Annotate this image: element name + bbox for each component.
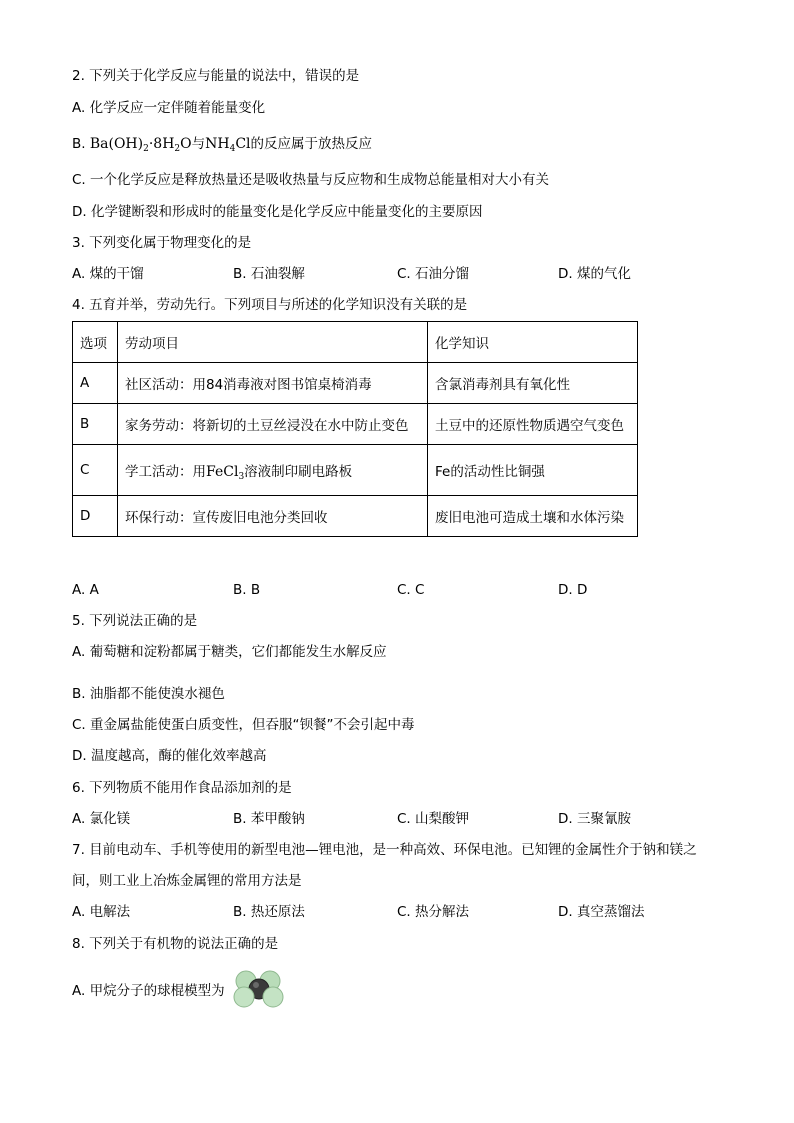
table-row [73, 363, 638, 404]
table-cell-labor: 环保行动：宣传废旧电池分类回收 [118, 496, 428, 537]
q6-option-c: C. 山梨酸钾 [397, 811, 470, 827]
q7-stem-line1: 7. 目前电动车、手机等使用的新型电池—锂电池，是一种高效、环保电池。已知锂的金属性介于钠和镁之 [72, 842, 697, 858]
formula-barium-hydroxide: $Ba(OH)_2\cdot 8H_2O$ [89, 136, 192, 154]
table-cell-labor: 家务劳动：将新切的土豆丝浸没在水中防止变色 [118, 404, 428, 445]
q5-option-c: C. 重金属盐能使蛋白质变性，但吞服“钡餐”不会引起中毒 [72, 717, 415, 733]
q5-option-b: B. 油脂都不能使溴水褪色 [72, 686, 225, 702]
table-header-chem-knowledge: 化学知识 [428, 322, 638, 363]
q8-option-a: A. 甲烷分子的球棍模型为 [72, 983, 225, 999]
table-cell-option: A [73, 363, 118, 404]
q8-stem: 8. 下列关于有机物的说法正确的是 [72, 936, 279, 952]
table-cell-option: D [73, 496, 118, 537]
table-cell-knowledge: 土豆中的还原性物质遇空气变色 [428, 404, 638, 445]
q5-option-d: D. 温度越高，酶的催化效率越高 [72, 748, 267, 764]
table-cell-labor: 社区活动：用84消毒液对图书馆桌椅消毒 [118, 363, 428, 404]
q3-option-d: D. 煤的气化 [558, 266, 631, 282]
q3-stem: 3. 下列变化属于物理变化的是 [72, 235, 252, 251]
table-header-labor-item: 劳动项目 [118, 322, 428, 363]
q2-option-b [72, 135, 372, 153]
table-cell-option: B [73, 404, 118, 445]
q2-option-c: C. 一个化学反应是释放热量还是吸收热量与反应物和生成物总能量相对大小有关 [72, 172, 550, 188]
q6-option-d: D. 三聚氰胺 [558, 811, 631, 827]
q2-option-b-label: B. [72, 136, 90, 152]
q7-option-c: C. 热分解法 [397, 904, 470, 920]
q2-stem: 2. 下列关于化学反应与能量的说法中，错误的是 [72, 68, 360, 84]
table-cell-knowledge: 废旧电池可造成土壤和水体污染 [428, 496, 638, 537]
table-cell-knowledge: Fe的活动性比铜强 [428, 445, 638, 496]
formula-ammonium-chloride: $NH_4Cl$ [205, 136, 251, 154]
q7-option-d: D. 真空蒸馏法 [558, 904, 645, 920]
methane-ball-model-icon [232, 970, 286, 1008]
q7-stem-line2: 间，则工业上冶炼金属锂的常用方法是 [72, 873, 302, 889]
q5-option-a: A. 葡萄糖和淀粉都属于糖类，它们都能发生水解反应 [72, 644, 387, 660]
formula-ferric-chloride: FeCl$_3$ [206, 464, 245, 482]
q2-option-d: D. 化学键断裂和形成时的能量变化是化学反应中能量变化的主要原因 [72, 204, 483, 220]
table-row [73, 445, 638, 496]
q3-option-a: A. 煤的干馏 [72, 266, 144, 282]
q6-option-b: B. 苯甲酸钠 [233, 811, 305, 827]
table-cell-labor: 学工活动：用FeCl$_3$溶液制印刷电路板 [118, 445, 428, 496]
table-row [73, 404, 638, 445]
q3-option-c: C. 石油分馏 [397, 266, 470, 282]
q7-option-b: B. 热还原法 [233, 904, 305, 920]
table-header-row [73, 322, 638, 363]
q4-option-b: B. B [233, 582, 261, 598]
q2-option-a: A. 化学反应一定伴随着能量变化 [72, 100, 266, 116]
table-cell-option: C [73, 445, 118, 496]
q2-option-b-connector: 与 [191, 136, 206, 152]
q4-option-a: A. A [72, 582, 99, 598]
q4-table [72, 321, 638, 537]
q3-option-b: B. 石油裂解 [233, 266, 305, 282]
q7-option-a: A. 电解法 [72, 904, 131, 920]
q6-stem: 6. 下列物质不能用作食品添加剂的是 [72, 780, 292, 796]
q4-option-d: D. D [558, 582, 588, 598]
q4-stem: 4. 五育并举，劳动先行。下列项目与所述的化学知识没有关联的是 [72, 297, 468, 313]
q2-option-b-text: 的反应属于放热反应 [250, 136, 373, 152]
q6-option-a: A. 氯化镁 [72, 811, 131, 827]
table-cell-knowledge: 含氯消毒剂具有氧化性 [428, 363, 638, 404]
table-row [73, 496, 638, 537]
table-header-option: 选项 [73, 322, 118, 363]
q4-option-c: C. C [397, 582, 425, 598]
q5-stem: 5. 下列说法正确的是 [72, 613, 198, 629]
